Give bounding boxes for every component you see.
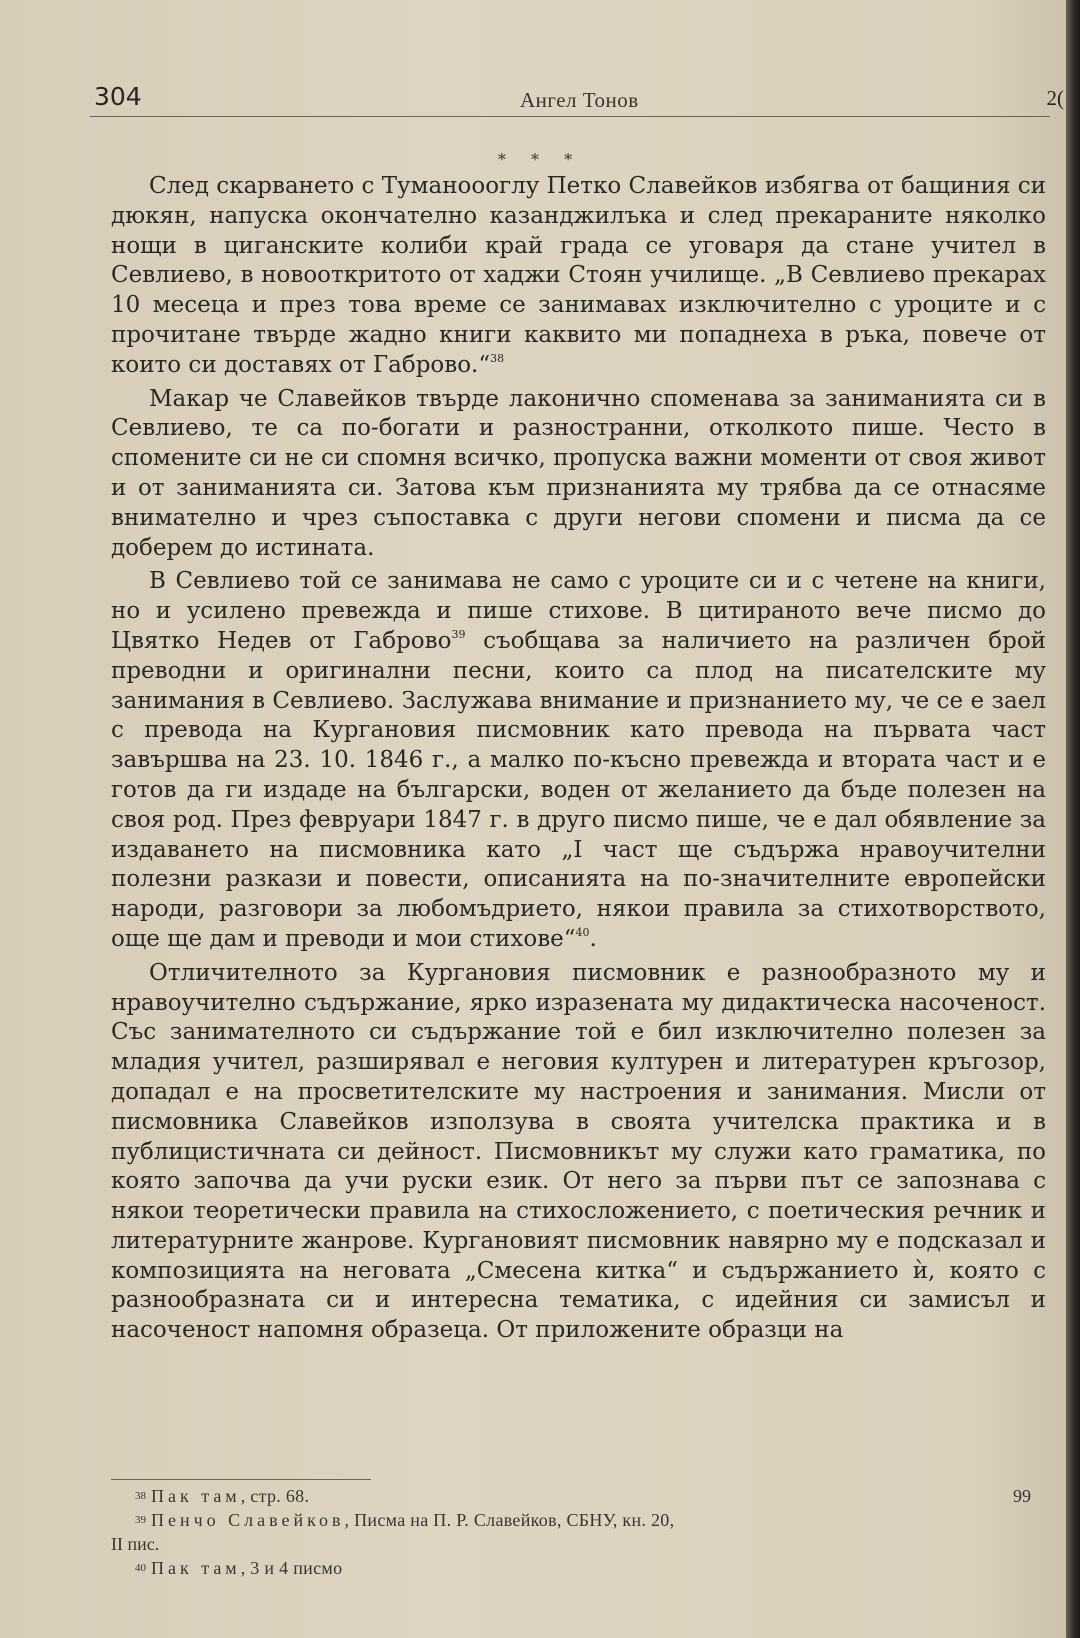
footnote-author: Пенчо Славейков (151, 1510, 345, 1530)
page-header (90, 78, 1064, 118)
footnote-text: , 3 и 4 писмо (240, 1558, 343, 1578)
body-text (111, 172, 1046, 1350)
footnote-text: , стр. 68. (240, 1486, 310, 1506)
paragraph-3 (111, 567, 1046, 954)
footnote-ref-39: 39 (451, 627, 466, 641)
section-separator: * * * (497, 150, 583, 169)
paragraph-2-text: Макар че Славейков твърде лаконично споменава за заниманията си в Севлиево, те са по-богати и разностранни, отколкото пише. Често в спомените си не си спомня всичко, пропуска важни моменти от своя живот и от заниманията си. Затова към признанията му трябва да се отнасяме внимателно и чрез съпоставка с други негови спомени и писма да се доберем до истината. (111, 385, 1046, 561)
footnote-author: Пак там (151, 1486, 241, 1506)
footnote-number: 40 (135, 1562, 146, 1574)
footnote-text: , Писма на П. Р. Славейков, СБНУ, кн. 20, (344, 1510, 675, 1530)
paragraph-3-text-end: съобщава за наличието на различен брой преводни и оригинални песни, които са плод на писателските му занимания в Севлиево. Заслужава внимание и признанието му, че се е заел с превода на Кургановия писмовник като превода на първата част завършва на 23. 10. 1846 г., а малко по-късно превежда и втората част и е готов да ги издаде на български, воден от желанието да бъде полезен на своя род. През февруари 1847 г. в друго писмо пише, че е дал обявление за издаването на писмовника като „I част ще съдържа нравоучителни полезни разкази и повести, описанията на по-значителните европейски народи, разговори за любомъдрието, някои правила за стихотворството, още ще дам и преводи и мои стихове“ (111, 627, 1046, 952)
book-spine-edge (1066, 0, 1080, 1638)
footnote-38 (111, 1484, 1041, 1508)
running-title: Ангел Тонов (520, 88, 639, 112)
footnote-rule (111, 1479, 371, 1480)
footnote-author: Пак там (151, 1558, 241, 1578)
footnote-39-continuation: II пис. (111, 1534, 160, 1554)
paragraph-4 (111, 959, 1046, 1346)
footnote-number: 38 (135, 1490, 146, 1502)
footnote-right-number: 99 (1013, 1486, 1031, 1506)
footnote-ref-38: 38 (490, 351, 505, 365)
corner-mark: 2( (1046, 86, 1064, 110)
footnote-40 (111, 1556, 1041, 1580)
header-rule (90, 116, 1050, 117)
paragraph-3-text-start: В Севлиево той се занимава не само с уроците си и с четене на книги, но и усилено превежда и пише стихове. В цитираното вече писмо до Цвятко Недев от Габрово (111, 568, 1046, 654)
paragraph-4-text: Отличителното за Кургановия писмовник е разнообразното му и нравоучително съдържание, ярко изразената му дидактическа насоченост. Със занимателното си съдържание той е бил изключително полезен за младия учител, разширявал е неговия културен и литературен кръгозор, допадал е на просветителските му настроения и занимания. Мисли от писмовника Славейков използува в своята учителска практика и в публицистичната си дейност. Писмовникът му служи като граматика, по която започва да учи руски език. От него за първи път се запознава с някои теоретически правила на стихосложението, с поетическия речник и литературните жанрове. Кургановият писмовник навярно му е подсказал и композицията на неговата „Смесена китка“ и съдържанието ѝ, която с разнообразната си и интересна тематика, с идейния си замисъл и насоченост напомня образеца. От приложените образци на (111, 959, 1046, 1344)
paragraph-1 (111, 172, 1046, 381)
paragraph-3-period: . (589, 925, 597, 952)
paragraph-1-text: След скарването с Туманоооглу Петко Славейков избягва от бащиния си дюкян, напуска окончателно казанджилъка и след прекараните няколко нощи в циганските колиби край града се уговаря да стане учител в Севлиево, в новооткритото от хаджи Стоян училище. „В Севлиево прекарах 10 месеца и през това време се занимавах изключително с уроците и с прочитане твърде жадно книги каквито ми попаднеха в ръка, повече от които си доставях от Габрово.“ (111, 173, 1046, 378)
footnote-39 (111, 1508, 1041, 1532)
footnotes (111, 1484, 1041, 1580)
paragraph-2 (111, 385, 1046, 564)
footnote-ref-40: 40 (575, 925, 590, 939)
footnote-number: 39 (135, 1514, 146, 1526)
page-number: 304 (94, 82, 142, 111)
